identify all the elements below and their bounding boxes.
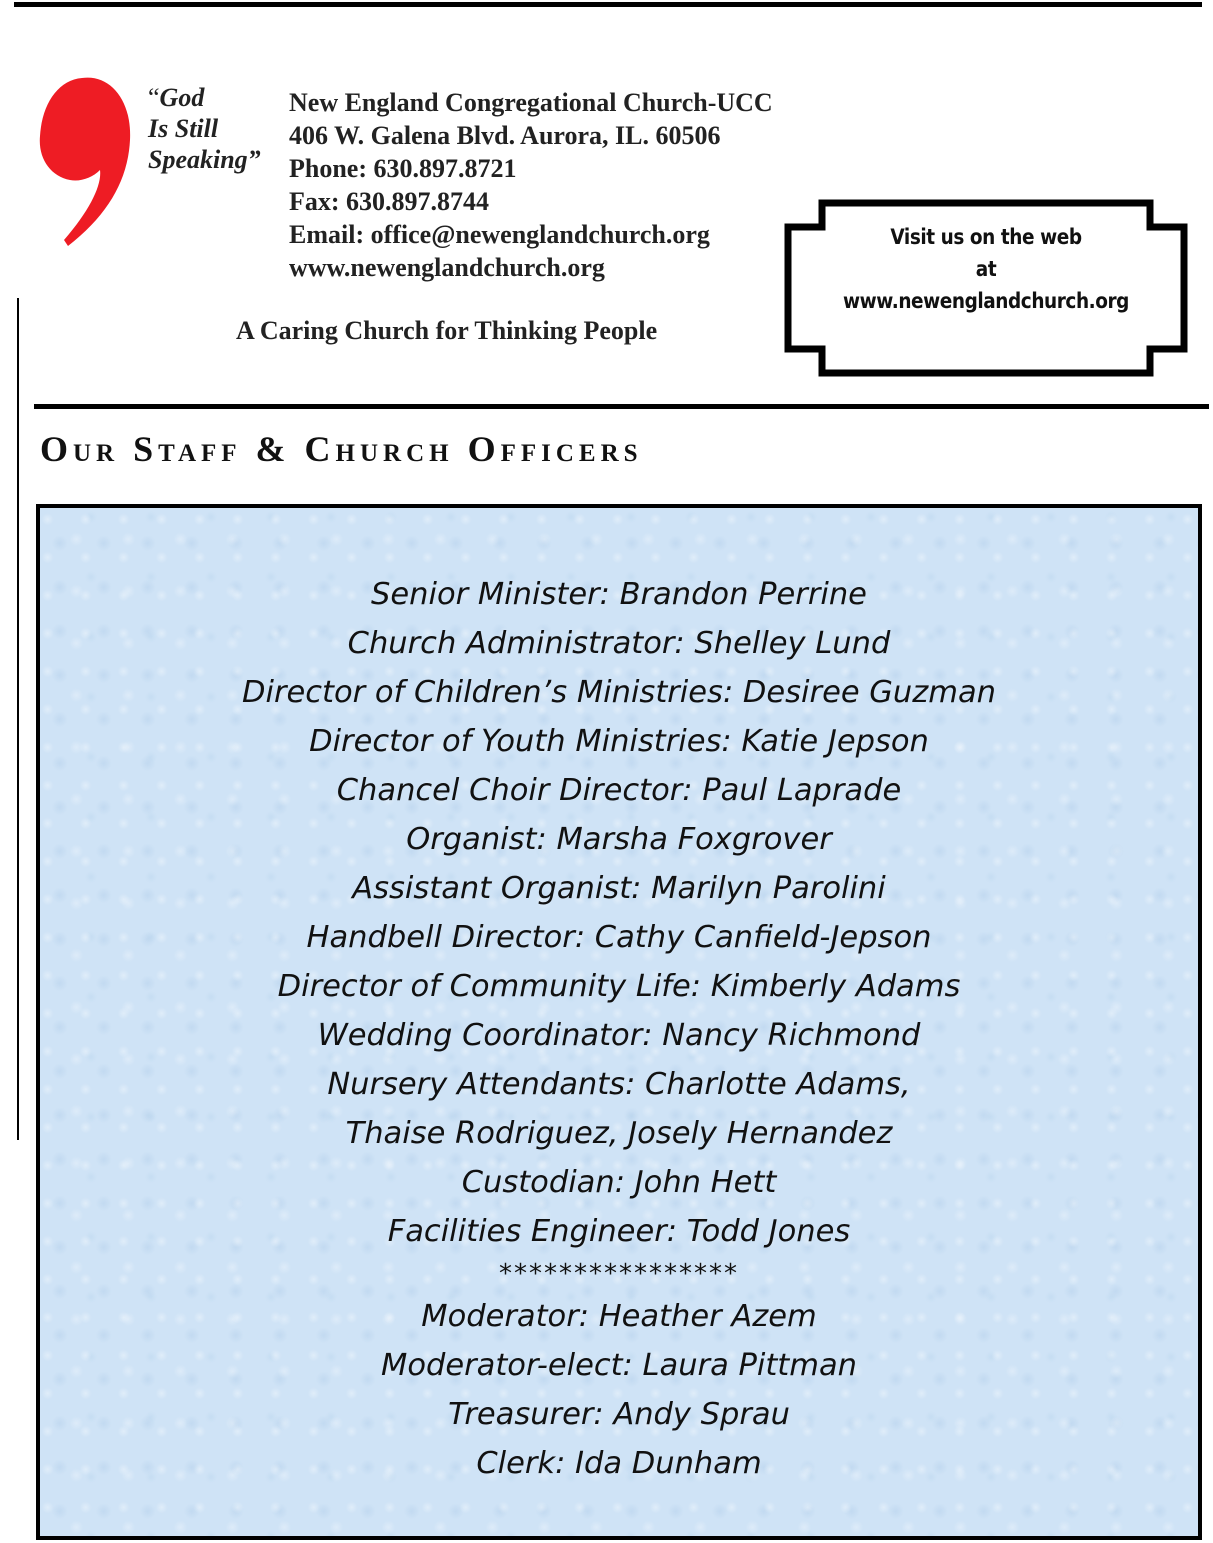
web-callout-line-2: at <box>975 257 997 281</box>
header-divider-rule <box>34 404 1209 409</box>
officer-line: Moderator-elect: Laura Pittman <box>381 1348 857 1383</box>
staff-line: Handbell Director: Cathy Canfield-Jepson <box>306 920 932 955</box>
staff-line: Director of Youth Ministries: Katie Jepson <box>309 724 929 759</box>
church-website[interactable]: www.newenglandchurch.org <box>289 253 605 282</box>
comma-logo-icon <box>30 70 140 250</box>
church-email[interactable]: Email: office@newenglandchurch.org <box>289 220 710 249</box>
church-fax: Fax: 630.897.8744 <box>289 187 490 216</box>
section-title: Our Staff & Church Officers <box>40 429 643 469</box>
staff-line: Facilities Engineer: Todd Jones <box>387 1214 851 1249</box>
staff-line: Church Administrator: Shelley Lund <box>347 626 891 661</box>
slogan-line-1: God <box>159 83 205 112</box>
church-name: New England Congregational Church-UCC <box>289 88 773 117</box>
left-margin-rule <box>17 298 19 1140</box>
staff-line: Organist: Marsha Foxgrover <box>406 822 832 857</box>
asterisk-divider: **************** <box>499 1259 739 1289</box>
staff-line: Director of Children’s Ministries: Desiree Guzman <box>242 675 996 710</box>
slogan-open-quote: “ <box>148 83 160 112</box>
staff-line: Custodian: John Hett <box>461 1165 777 1200</box>
staff-list <box>40 570 1198 1488</box>
contact-block <box>289 86 773 284</box>
top-rule <box>14 2 1202 7</box>
staff-line: Nursery Attendants: Charlotte Adams, <box>327 1067 911 1102</box>
church-phone: Phone: 630.897.8721 <box>289 154 517 183</box>
tagline: A Caring Church for Thinking People <box>236 316 658 345</box>
staff-line: Chancel Choir Director: Paul Laprade <box>336 773 902 808</box>
staff-line: Director of Community Life: Kimberly Adams <box>277 969 961 1004</box>
staff-line: Wedding Coordinator: Nancy Richmond <box>317 1018 921 1053</box>
officer-line: Moderator: Heather Azem <box>421 1299 817 1334</box>
web-callout-line-1: Visit us on the web <box>890 225 1082 249</box>
slogan <box>148 82 261 175</box>
staff-panel <box>36 504 1202 1540</box>
slogan-line-2: Is Still <box>148 114 219 143</box>
officer-line: Treasurer: Andy Sprau <box>448 1397 790 1432</box>
staff-line: Assistant Organist: Marilyn Parolini <box>352 871 886 906</box>
web-callout-box <box>784 199 1188 377</box>
staff-line: Senior Minister: Brandon Perrine <box>371 577 867 612</box>
slogan-line-3: Speaking” <box>148 145 261 174</box>
officer-line: Clerk: Ida Dunham <box>476 1446 762 1481</box>
staff-line: Thaise Rodriguez, Josely Hernandez <box>345 1116 893 1151</box>
church-address: 406 W. Galena Blvd. Aurora, IL. 60506 <box>289 121 721 150</box>
web-callout-url[interactable]: www.newenglandchurch.org <box>843 289 1129 313</box>
